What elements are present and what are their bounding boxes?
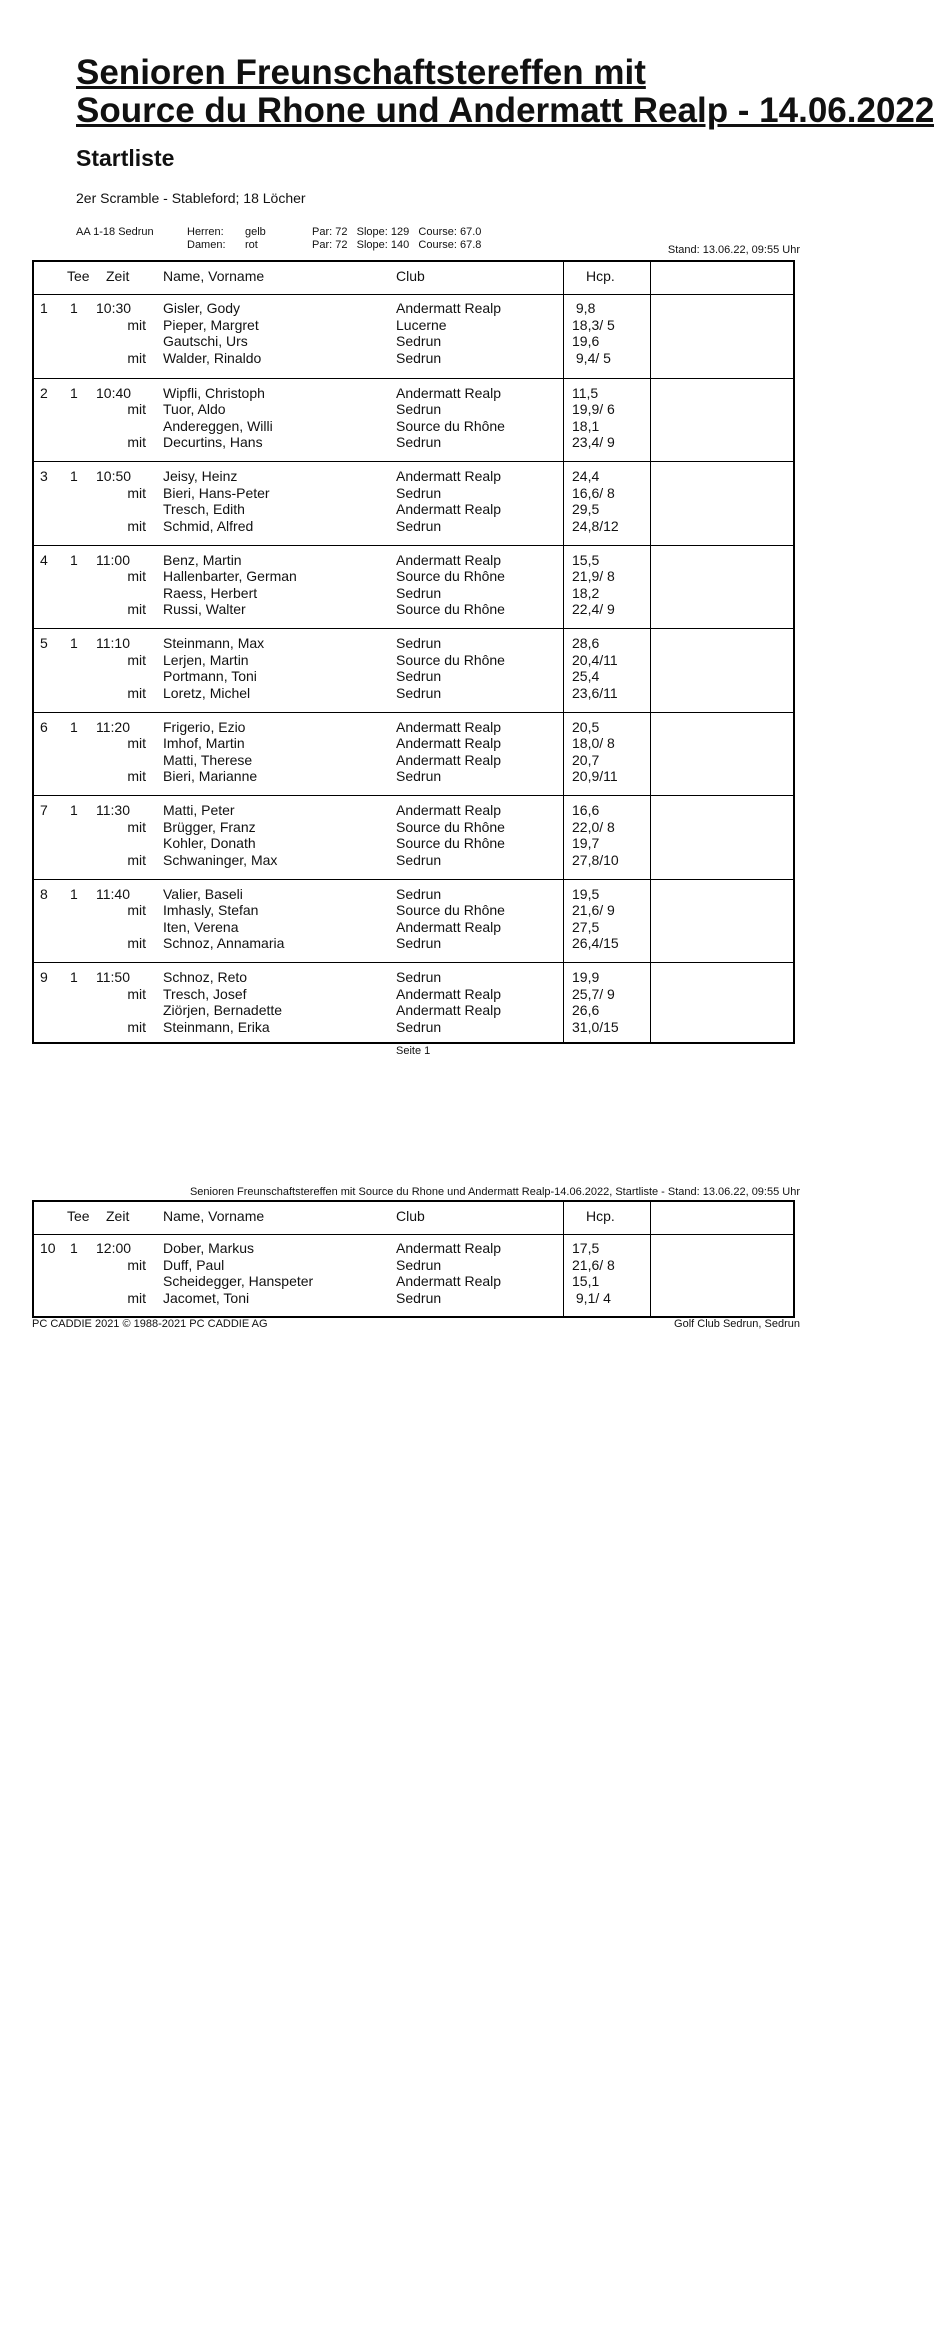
player-hcp: 17,5 bbox=[572, 1240, 600, 1256]
player-hcp: 26,6 bbox=[572, 1002, 600, 1019]
player-hcp: 24,4 bbox=[572, 468, 600, 484]
player-club: Source du Rhône bbox=[396, 601, 505, 618]
player-club: Andermatt Realp bbox=[396, 735, 502, 752]
group-tee: 1 bbox=[70, 802, 78, 818]
group-time: 12:00 bbox=[96, 1240, 132, 1256]
player-name: Portmann, Toni bbox=[163, 668, 257, 685]
group-number: 2 bbox=[40, 384, 48, 401]
player-hcp: 31,0/15 bbox=[572, 1018, 619, 1035]
player-hcp: 25,7/ 9 bbox=[572, 985, 615, 1002]
player-hcp: 26,4/15 bbox=[572, 935, 619, 952]
partner-marker: mit bbox=[127, 568, 146, 585]
player-hcp: 23,6/11 bbox=[572, 684, 618, 701]
herren-label: Herren: bbox=[187, 226, 224, 238]
player-hcp: 20,5 bbox=[572, 718, 600, 735]
group-time: 11:40 bbox=[96, 885, 130, 902]
group-tee: 1 bbox=[70, 384, 78, 401]
player-name: Lerjen, Martin bbox=[163, 651, 249, 668]
player-hcp: 19,7 bbox=[572, 835, 600, 852]
player-club: Andermatt Realp bbox=[396, 751, 502, 768]
document-title bbox=[76, 53, 934, 130]
player-club: Source du Rhône bbox=[396, 651, 505, 668]
player-hcp: 16,6 bbox=[572, 802, 600, 818]
startlist-table-continued bbox=[32, 1200, 795, 1318]
player-club: Andermatt Realp bbox=[396, 501, 502, 518]
partner-marker: mit bbox=[127, 434, 146, 451]
player-hcp: 21,9/ 8 bbox=[572, 568, 615, 585]
player-name: Benz, Martin bbox=[163, 551, 242, 568]
tee-group bbox=[34, 294, 793, 378]
footer-club: Golf Club Sedrun, Sedrun bbox=[674, 1318, 800, 1330]
herren-rating: Par: 72 Slope: 129 Course: 67.0 bbox=[312, 226, 482, 238]
group-time: 10:40 bbox=[96, 384, 132, 401]
player-hcp: 28,6 bbox=[572, 635, 600, 651]
player-club: Source du Rhône bbox=[396, 568, 505, 585]
tee-group bbox=[34, 1234, 793, 1318]
player-name: Wipfli, Christoph bbox=[163, 384, 265, 401]
player-club: Sedrun bbox=[396, 1018, 442, 1035]
partner-marker: mit bbox=[127, 1256, 146, 1273]
partner-marker: mit bbox=[127, 902, 146, 919]
header-hcp: Hcp. bbox=[586, 1208, 615, 1224]
player-hcp: 11,5 bbox=[572, 384, 599, 401]
player-name: Scheidegger, Hanspeter bbox=[163, 1273, 314, 1290]
partner-marker: mit bbox=[127, 1018, 146, 1035]
group-number: 6 bbox=[40, 718, 48, 735]
group-tee: 1 bbox=[70, 551, 78, 568]
startlist-table bbox=[32, 260, 795, 1044]
player-club: Sedrun bbox=[396, 768, 442, 785]
player-hcp: 16,6/ 8 bbox=[572, 484, 615, 501]
player-hcp: 27,5 bbox=[572, 918, 600, 935]
group-number: 8 bbox=[40, 885, 48, 902]
player-name: Steinmann, Max bbox=[163, 635, 265, 651]
player-club: Source du Rhône bbox=[396, 417, 505, 434]
partner-marker: mit bbox=[127, 316, 146, 333]
player-club: Andermatt Realp bbox=[396, 468, 502, 484]
player-club: Sedrun bbox=[396, 401, 442, 418]
page2-running-header: Senioren Freunschaftstereffen mit Source du Rhone und Andermatt Realp-14.06.2022, Startliste - Stand: 13.06.22, 09:55 Uhr bbox=[189, 1186, 800, 1198]
player-name: Gisler, Gody bbox=[163, 300, 241, 316]
player-hcp: 18,3/ 5 bbox=[572, 316, 615, 333]
tee-group bbox=[34, 879, 793, 964]
group-number: 9 bbox=[40, 969, 48, 985]
group-number: 3 bbox=[40, 468, 48, 484]
tee-group bbox=[34, 962, 793, 1047]
damen-tee: rot bbox=[245, 239, 258, 251]
header-club: Club bbox=[396, 1208, 425, 1224]
header-club: Club bbox=[396, 268, 425, 284]
player-club: Sedrun bbox=[396, 484, 442, 501]
header-name: Name, Vorname bbox=[163, 1208, 265, 1224]
player-club: Andermatt Realp bbox=[396, 1002, 502, 1019]
player-club: Andermatt Realp bbox=[396, 551, 502, 568]
player-club: Andermatt Realp bbox=[396, 384, 502, 401]
player-name: Valier, Baseli bbox=[163, 885, 243, 902]
player-name: Ziörjen, Bernadette bbox=[163, 1002, 283, 1019]
page-subtitle: Startliste bbox=[76, 145, 175, 171]
group-time: 10:30 bbox=[96, 300, 132, 316]
player-name: Schnoz, Annamaria bbox=[163, 935, 285, 952]
player-hcp: 18,0/ 8 bbox=[572, 735, 615, 752]
player-hcp: 9,8 bbox=[572, 300, 596, 316]
player-name: Matti, Peter bbox=[163, 802, 235, 818]
title-line-1: Senioren Freunschaftstereffen mit bbox=[76, 53, 646, 92]
player-name: Tuor, Aldo bbox=[163, 401, 226, 418]
player-club: Sedrun bbox=[396, 969, 442, 985]
group-tee: 1 bbox=[70, 969, 78, 985]
header-tee: Tee bbox=[67, 1208, 90, 1224]
player-hcp: 20,4/11 bbox=[572, 651, 618, 668]
tee-group bbox=[34, 461, 793, 546]
player-name: Tresch, Edith bbox=[163, 501, 245, 518]
player-name: Schmid, Alfred bbox=[163, 517, 254, 534]
player-hcp: 22,4/ 9 bbox=[572, 601, 615, 618]
partner-marker: mit bbox=[127, 935, 146, 952]
player-hcp: 20,9/11 bbox=[572, 768, 618, 785]
tee-group bbox=[34, 545, 793, 630]
player-club: Sedrun bbox=[396, 935, 442, 952]
player-hcp: 18,2 bbox=[572, 584, 600, 601]
player-hcp: 19,9/ 6 bbox=[572, 401, 615, 418]
group-time: 11:20 bbox=[96, 718, 130, 735]
player-name: Schwaninger, Max bbox=[163, 851, 278, 868]
player-club: Source du Rhône bbox=[396, 835, 505, 852]
player-club: Sedrun bbox=[396, 851, 442, 868]
partner-marker: mit bbox=[127, 1289, 146, 1306]
tee-group bbox=[34, 712, 793, 797]
group-number: 1 bbox=[40, 300, 48, 316]
player-club: Source du Rhône bbox=[396, 902, 505, 919]
player-hcp: 19,5 bbox=[572, 885, 600, 902]
group-tee: 1 bbox=[70, 1240, 78, 1256]
player-club: Andermatt Realp bbox=[396, 802, 502, 818]
tee-group bbox=[34, 378, 793, 463]
player-name: Walder, Rinaldo bbox=[163, 349, 262, 366]
stand-timestamp: Stand: 13.06.22, 09:55 Uhr bbox=[667, 244, 800, 256]
damen-rating: Par: 72 Slope: 140 Course: 67.8 bbox=[312, 239, 482, 251]
group-number: 10 bbox=[40, 1240, 56, 1256]
player-hcp: 20,7 bbox=[572, 751, 600, 768]
group-tee: 1 bbox=[70, 300, 78, 316]
group-number: 4 bbox=[40, 551, 48, 568]
group-tee: 1 bbox=[70, 885, 78, 902]
player-name: Jeisy, Heinz bbox=[163, 468, 238, 484]
player-hcp: 15,1 bbox=[572, 1273, 600, 1290]
player-hcp: 24,8/12 bbox=[572, 517, 619, 534]
group-time: 10:50 bbox=[96, 468, 132, 484]
player-club: Sedrun bbox=[396, 1256, 442, 1273]
player-club: Andermatt Realp bbox=[396, 300, 502, 316]
player-name: Jacomet, Toni bbox=[163, 1289, 250, 1306]
player-name: Tresch, Josef bbox=[163, 985, 247, 1002]
player-name: Dober, Markus bbox=[163, 1240, 255, 1256]
player-club: Andermatt Realp bbox=[396, 985, 502, 1002]
partner-marker: mit bbox=[127, 684, 146, 701]
player-club: Andermatt Realp bbox=[396, 918, 502, 935]
partner-marker: mit bbox=[127, 818, 146, 835]
player-hcp: 29,5 bbox=[572, 501, 600, 518]
player-hcp: 23,4/ 9 bbox=[572, 434, 615, 451]
player-club: Andermatt Realp bbox=[396, 718, 502, 735]
player-name: Bieri, Hans-Peter bbox=[163, 484, 270, 501]
player-name: Iten, Verena bbox=[163, 918, 239, 935]
tee-group bbox=[34, 628, 793, 713]
player-club: Sedrun bbox=[396, 349, 442, 366]
group-number: 7 bbox=[40, 802, 48, 818]
player-name: Bieri, Marianne bbox=[163, 768, 258, 785]
player-club: Andermatt Realp bbox=[396, 1273, 502, 1290]
player-name: Duff, Paul bbox=[163, 1256, 225, 1273]
player-name: Frigerio, Ezio bbox=[163, 718, 246, 735]
player-club: Sedrun bbox=[396, 668, 442, 685]
player-name: Russi, Walter bbox=[163, 601, 246, 618]
partner-marker: mit bbox=[127, 484, 146, 501]
partner-marker: mit bbox=[127, 985, 146, 1002]
player-name: Imhasly, Stefan bbox=[163, 902, 259, 919]
player-name: Matti, Therese bbox=[163, 751, 253, 768]
player-name: Pieper, Margret bbox=[163, 316, 259, 333]
group-tee: 1 bbox=[70, 468, 78, 484]
player-name: Decurtins, Hans bbox=[163, 434, 263, 451]
player-hcp: 21,6/ 9 bbox=[572, 902, 615, 919]
tee-group bbox=[34, 795, 793, 880]
header-tee: Tee bbox=[67, 268, 90, 284]
player-name: Brügger, Franz bbox=[163, 818, 256, 835]
footer-software: PC CADDIE 2021 © 1988-2021 PC CADDIE AG bbox=[32, 1318, 268, 1330]
page-number: Seite 1 bbox=[396, 1045, 431, 1057]
group-number: 5 bbox=[40, 635, 48, 651]
player-name: Schnoz, Reto bbox=[163, 969, 248, 985]
player-hcp: 19,6 bbox=[572, 333, 600, 350]
player-hcp: 15,5 bbox=[572, 551, 600, 568]
group-time: 11:30 bbox=[96, 802, 130, 818]
player-club: Sedrun bbox=[396, 1289, 442, 1306]
player-club: Sedrun bbox=[396, 684, 442, 701]
player-club: Lucerne bbox=[396, 316, 447, 333]
header-zeit: Zeit bbox=[106, 268, 130, 284]
player-hcp: 19,9 bbox=[572, 969, 600, 985]
group-time: 11:10 bbox=[96, 635, 130, 651]
game-format: 2er Scramble - Stableford; 18 Löcher bbox=[76, 190, 306, 206]
herren-tee: gelb bbox=[245, 226, 266, 238]
player-name: Andereggen, Willi bbox=[163, 417, 273, 434]
group-tee: 1 bbox=[70, 718, 78, 735]
player-hcp: 9,1/ 4 bbox=[572, 1289, 611, 1306]
partner-marker: mit bbox=[127, 349, 146, 366]
player-club: Andermatt Realp bbox=[396, 1240, 502, 1256]
title-line-2: Source du Rhone und Andermatt Realp - 14.06.2022 bbox=[76, 91, 934, 130]
player-club: Sedrun bbox=[396, 885, 442, 902]
player-hcp: 25,4 bbox=[572, 668, 600, 685]
partner-marker: mit bbox=[127, 517, 146, 534]
group-time: 11:50 bbox=[96, 969, 130, 985]
player-club: Sedrun bbox=[396, 517, 442, 534]
group-tee: 1 bbox=[70, 635, 78, 651]
player-name: Raess, Herbert bbox=[163, 584, 258, 601]
player-club: Sedrun bbox=[396, 584, 442, 601]
player-hcp: 18,1 bbox=[572, 417, 600, 434]
header-name: Name, Vorname bbox=[163, 268, 265, 284]
player-name: Imhof, Martin bbox=[163, 735, 245, 752]
partner-marker: mit bbox=[127, 601, 146, 618]
player-name: Loretz, Michel bbox=[163, 684, 251, 701]
group-time: 11:00 bbox=[96, 551, 130, 568]
partner-marker: mit bbox=[127, 851, 146, 868]
table-header bbox=[34, 262, 793, 295]
player-name: Kohler, Donath bbox=[163, 835, 256, 852]
player-name: Steinmann, Erika bbox=[163, 1018, 270, 1035]
partner-marker: mit bbox=[127, 768, 146, 785]
course-name: AA 1-18 Sedrun bbox=[76, 226, 154, 238]
player-club: Sedrun bbox=[396, 434, 442, 451]
player-hcp: 9,4/ 5 bbox=[572, 349, 611, 366]
partner-marker: mit bbox=[127, 735, 146, 752]
header-hcp: Hcp. bbox=[586, 268, 615, 284]
table-header bbox=[34, 1202, 793, 1235]
header-zeit: Zeit bbox=[106, 1208, 130, 1224]
partner-marker: mit bbox=[127, 401, 146, 418]
player-name: Hallenbarter, German bbox=[163, 568, 297, 585]
player-club: Sedrun bbox=[396, 333, 442, 350]
player-hcp: 27,8/10 bbox=[572, 851, 619, 868]
player-name: Gautschi, Urs bbox=[163, 333, 248, 350]
damen-label: Damen: bbox=[187, 239, 226, 251]
player-club: Sedrun bbox=[396, 635, 442, 651]
player-hcp: 22,0/ 8 bbox=[572, 818, 615, 835]
player-hcp: 21,6/ 8 bbox=[572, 1256, 615, 1273]
player-club: Source du Rhône bbox=[396, 818, 505, 835]
partner-marker: mit bbox=[127, 651, 146, 668]
